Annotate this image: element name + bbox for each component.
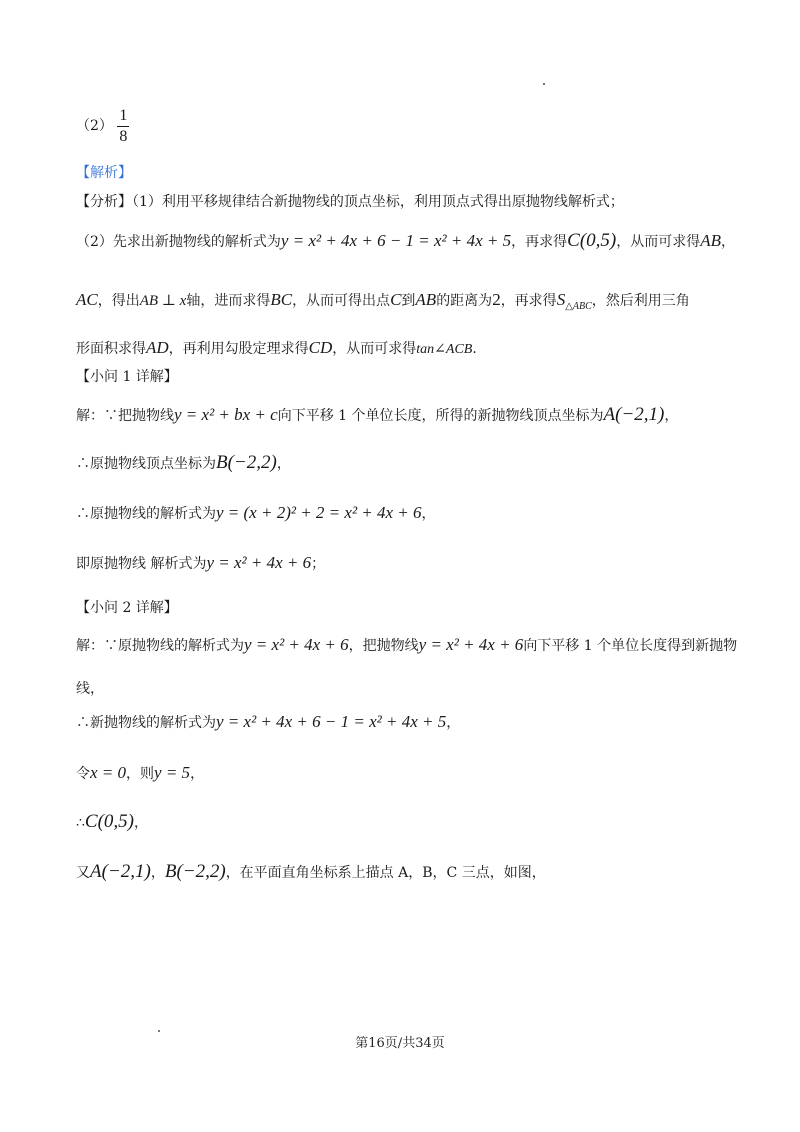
text: ， [190, 766, 205, 782]
part2-answer [76, 106, 740, 146]
q1-line-1 [76, 404, 740, 427]
q2-line-4 [76, 811, 740, 834]
text: ， [134, 815, 148, 831]
text: ∴新抛物线的解析式为 [76, 715, 216, 731]
text: 即原抛物线 解析式为 [76, 556, 207, 572]
math-point-a: A(−2,1) [603, 404, 665, 425]
math-two: 2 [492, 290, 501, 309]
text: ∴ [76, 815, 85, 831]
q1-heading: 【小问 1 详解】 [76, 369, 178, 385]
q2-line-1-cont: 线， [76, 681, 104, 697]
analysis-line-4 [76, 338, 740, 359]
q2-line-3 [76, 763, 740, 783]
text: ，在平面直角坐标系上描点 A，B，C 三点，如图， [225, 865, 546, 881]
text: ， [421, 506, 436, 522]
math-perp: AB ⊥ x [139, 293, 187, 309]
math-new-parabola: y = x² + 4x + 6 − 1 = x² + 4x + 5 [216, 712, 447, 731]
text: ∴原抛物线的解析式为 [76, 506, 216, 522]
text: 形面积求得 [76, 341, 146, 357]
math-area-subscript: △ABC [565, 300, 592, 312]
text: 令 [76, 766, 90, 782]
math-new-parabola: y = x² + 4x + 6 − 1 = x² + 4x + 5 [280, 231, 512, 250]
fraction-numerator: 1 [117, 106, 129, 127]
q1-line-4 [76, 553, 740, 573]
math-original-parabola: y = x² + bx + c [174, 405, 278, 424]
text: ，从而可求得 [332, 341, 417, 357]
text: （2）先求出新抛物线的解析式为 [76, 234, 281, 250]
text: ，再求得 [511, 234, 568, 250]
math-x-zero: x = 0 [90, 763, 127, 782]
fraction-denominator: 8 [119, 128, 128, 145]
analysis-line-1 [76, 194, 740, 211]
page-footer: 第16页/共34页 [355, 1036, 445, 1051]
text: 的距离为 [436, 293, 493, 309]
text: ∴原抛物线顶点坐标为 [76, 456, 216, 472]
math-ac: AC [76, 290, 98, 309]
text: ， [446, 715, 461, 731]
math-point-b: B(−2,2) [164, 861, 226, 882]
text: ， [721, 234, 736, 250]
text: 轴，进而求得 [186, 293, 271, 309]
math-y-five: y = 5 [154, 763, 191, 782]
text: ，得出 [97, 293, 140, 309]
math-ad: AD [146, 338, 169, 357]
math-vertex-form: y = (x + 2)² + 2 = x² + 4x + 6 [216, 503, 422, 522]
text: ，则 [126, 766, 155, 782]
text: 解：∵原抛物线的解析式为 [76, 638, 244, 654]
text: 解：∵把抛物线 [76, 408, 174, 424]
q2-line-2 [76, 712, 740, 732]
math-point-c: C(0,5) [84, 811, 134, 832]
q1-line-3 [76, 503, 740, 523]
math-original-parabola: y = x² + 4x + 6 [418, 635, 524, 654]
text: 向下平移 1 个单位长度，所得的新抛物线顶点坐标为 [277, 408, 604, 424]
text: ，把抛物线 [348, 638, 419, 654]
math-tan: tan∠ACB [416, 342, 473, 357]
math-ab: AB [415, 290, 437, 309]
analysis-line-3 [76, 290, 740, 313]
q2-heading: 【小问 2 详解】 [76, 600, 178, 616]
math-bc: BC [270, 290, 293, 309]
math-point-a: A(−2,1) [90, 861, 151, 882]
text: ，然后利用三角 [591, 293, 690, 309]
fraction [117, 106, 129, 147]
analysis-label: 【分析】 [76, 194, 132, 210]
text: ，从而可求得 [616, 234, 701, 250]
text: 又 [76, 865, 90, 881]
math-point-b: B(−2,2) [216, 452, 277, 473]
analysis-text: （1）利用平移规律结合新抛物线的顶点坐标，利用顶点式得出原抛物线解析式； [132, 194, 624, 210]
speck-dot [543, 83, 545, 85]
jiexi-heading: 【解析】 [76, 165, 132, 181]
text: ， [664, 408, 679, 424]
q2-line-5 [76, 861, 740, 884]
math-cd: CD [308, 338, 333, 357]
math-ab: AB [700, 231, 722, 250]
q2-line-1 [76, 635, 740, 655]
text: ， [276, 456, 291, 472]
text: ， [150, 865, 165, 881]
math-original-result: y = x² + 4x + 6 [206, 553, 312, 572]
text: 到 [401, 293, 416, 309]
part2-label: （2） [76, 118, 113, 135]
q1-line-2 [76, 452, 740, 475]
math-point-c: C(0,5) [567, 230, 617, 251]
text: ； [311, 556, 326, 572]
text: ，从而可得出点 [292, 293, 391, 309]
text: 向下平移 1 个单位长度得到新抛物 [523, 638, 738, 654]
analysis-line-2 [76, 230, 740, 253]
text: ，再利用勾股定理求得 [168, 341, 309, 357]
text: ，再求得 [500, 293, 557, 309]
math-c: C [390, 290, 402, 309]
math-original-parabola: y = x² + 4x + 6 [244, 635, 349, 654]
text: . [472, 341, 477, 357]
math-area-s: S [556, 290, 566, 309]
